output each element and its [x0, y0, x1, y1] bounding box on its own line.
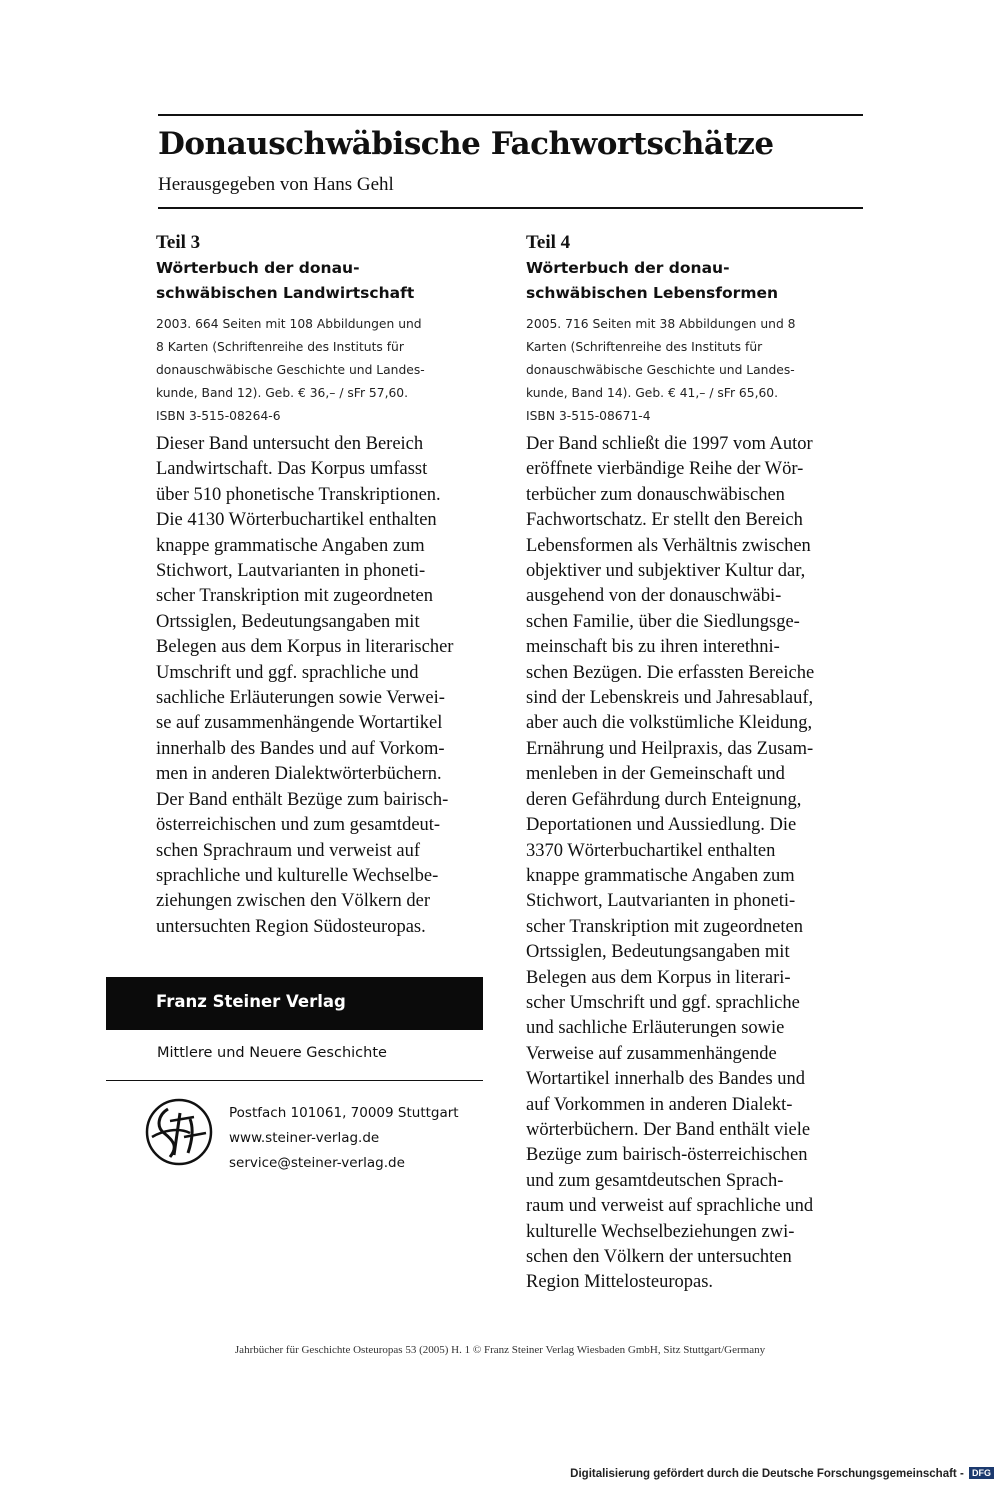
description-line: Ortssiglen, Bedeutungsangaben mit — [526, 942, 790, 963]
description-line: sachliche Erläuterungen sowie Verwei- — [156, 688, 445, 709]
description-line: se auf zusammenhängende Wortartikel — [156, 713, 443, 734]
description-line: sind der Lebenskreis und Jahresablauf, — [526, 688, 814, 709]
description-line: knappe grammatische Angaben zum — [526, 865, 795, 886]
biblio-line: donauschwäbische Geschichte und Landes- — [526, 363, 795, 377]
biblio-line: 2003. 664 Seiten mit 108 Abbildungen und — [156, 317, 422, 331]
editor-line: Herausgegeben von Hans Gehl — [158, 174, 394, 195]
series-label: Mittlere und Neuere Geschichte — [157, 1045, 387, 1061]
description-line: men in anderen Dialektwörterbüchern. — [156, 764, 442, 785]
description-line: Die 4130 Wörterbuchartikel enthalten — [156, 510, 437, 531]
website-link[interactable]: www.steiner-verlag.de — [229, 1130, 380, 1146]
biblio-line: 8 Karten (Schriftenreihe des Instituts für — [156, 340, 404, 354]
description-line: menleben in der Gemeinschaft und — [526, 764, 785, 785]
volume-title-line: Wörterbuch der donau- — [526, 259, 730, 277]
volume-part-label: Teil 4 — [526, 232, 571, 253]
bibliographic-info — [526, 313, 886, 428]
isbn: ISBN 3-515-08671-4 — [526, 409, 651, 423]
biblio-line: kunde, Band 12). Geb. € 36,– / sFr 57,60. — [156, 386, 409, 400]
description-line: wörterbüchern. Der Band enthält viele — [526, 1119, 811, 1140]
description-line: Umschrift und ggf. sprachliche und — [156, 662, 419, 683]
description-line: Wortartikel innerhalb des Bandes und — [526, 1069, 806, 1090]
description-line: Stichwort, Lautvarianten in phoneti- — [526, 891, 796, 912]
description-line: Stichwort, Lautvarianten in phoneti- — [156, 561, 426, 582]
description-line: Der Band enthält Bezüge zum bairisch- — [156, 789, 449, 810]
description-line: Dieser Band untersucht den Bereich — [156, 434, 424, 454]
biblio-line: kunde, Band 14). Geb. € 41,– / sFr 65,60. — [526, 386, 779, 400]
description-line: aber auch die volkstümliche Kleidung, — [526, 713, 813, 734]
description-line: objektiver und subjektiver Kultur dar, — [526, 561, 806, 582]
description-line: scher Transkription mit zugeordneten — [156, 586, 433, 607]
description-line: schen Bezügen. Die erfassten Bereiche — [526, 662, 815, 683]
volume-right — [526, 233, 886, 1296]
bibliographic-info — [156, 313, 516, 428]
email-link[interactable]: service@steiner-verlag.de — [229, 1155, 405, 1171]
description-line: und zum gesamtdeutschen Sprach- — [526, 1170, 784, 1191]
volume-description — [526, 432, 886, 1296]
description-line: deren Gefährdung durch Enteignung, — [526, 789, 802, 810]
volume-title-line: Wörterbuch der donau- — [156, 259, 360, 277]
volume-title-line: schwäbischen Lebensformen — [526, 284, 779, 302]
description-line: kulturelle Wechselbeziehungen zwi- — [526, 1221, 795, 1242]
dfg-funding-note — [570, 1467, 994, 1480]
top-rule — [158, 114, 863, 116]
publisher-contact — [229, 1101, 459, 1176]
volume-title — [526, 256, 886, 306]
description-line: knappe grammatische Angaben zum — [156, 535, 425, 556]
header-rule — [158, 207, 863, 209]
description-line: österreichischen und zum gesamtdeut- — [156, 815, 441, 836]
description-line: Deportationen und Aussiedlung. Die — [526, 815, 797, 836]
publisher-rule — [106, 1080, 483, 1081]
description-line: raum und verweist auf sprachliche und — [526, 1196, 814, 1217]
description-line: Belegen aus dem Korpus in literarischer — [156, 637, 454, 658]
description-line: eröffnete vierbändige Reihe der Wör- — [526, 459, 804, 480]
description-line: Ortssiglen, Bedeutungsangaben mit — [156, 611, 420, 632]
description-line: schen Familie, über die Siedlungsge- — [526, 611, 800, 632]
volume-title-line: schwäbischen Landwirtschaft — [156, 284, 415, 302]
description-line: Belegen aus dem Korpus in literari- — [526, 967, 791, 988]
description-line: Landwirtschaft. Das Korpus umfasst — [156, 459, 428, 480]
description-line: auf Vorkommen in anderen Dialekt- — [526, 1094, 793, 1115]
description-line: Der Band schließt die 1997 vom Autor — [526, 434, 813, 454]
volume-part-label: Teil 3 — [156, 232, 201, 253]
publisher-logo — [144, 1097, 214, 1167]
description-line: sprachliche und kulturelle Wechselbe- — [156, 865, 439, 886]
description-line: und sachliche Erläuterungen sowie — [526, 1018, 785, 1039]
description-line: über 510 phonetische Transkriptionen. — [156, 484, 441, 505]
description-line: Lebensformen als Verhältnis zwischen — [526, 535, 811, 556]
publisher-banner — [106, 977, 483, 1030]
biblio-line: donauschwäbische Geschichte und Landes- — [156, 363, 425, 377]
volume-title — [156, 256, 516, 306]
page-title: Donauschwäbische Fachwortschätze — [158, 126, 774, 162]
description-line: innerhalb des Bandes und auf Vorkom- — [156, 738, 445, 759]
description-line: Fachwortschatz. Er stellt den Bereich — [526, 510, 803, 531]
description-line: scher Transkription mit zugeordneten — [526, 916, 803, 937]
description-line: schen Sprachraum und verweist auf — [156, 840, 421, 861]
description-line: ziehungen zwischen den Völkern der — [156, 891, 430, 912]
postal-address: Postfach 101061, 70009 Stuttgart — [229, 1105, 459, 1121]
isbn: ISBN 3-515-08264-6 — [156, 409, 281, 423]
publisher-name: Franz Steiner Verlag — [156, 992, 346, 1011]
description-line: ausgehend von der donauschwäbi- — [526, 586, 782, 607]
description-line: Bezüge zum bairisch-österreichischen — [526, 1145, 808, 1166]
description-line: Ernährung und Heilpraxis, das Zusam- — [526, 738, 814, 759]
volume-description — [156, 432, 516, 940]
description-line: meinschaft bis zu ihren interethni- — [526, 637, 780, 658]
description-line: terbücher zum donauschwäbischen — [526, 484, 785, 505]
description-line: 3370 Wörterbuchartikel enthalten — [526, 840, 776, 861]
volume-left — [156, 233, 516, 940]
description-line: schen den Völkern der untersuchten — [526, 1247, 792, 1267]
description-line: Verweise auf zusammenhängende — [526, 1043, 777, 1064]
description-line: scher Umschrift und ggf. sprachliche — [526, 992, 800, 1013]
page-footer: Jahrbücher für Geschichte Osteuropas 53 (2005) H. 1 © Franz Steiner Verlag Wiesbaden GmbH, Sitz Stuttgart/Germany — [234, 1344, 766, 1356]
description-line: untersuchten Region Südosteuropas. — [156, 916, 426, 937]
dfg-logo: DFG — [969, 1467, 994, 1479]
description-line: Region Mittelosteuropas. — [526, 1272, 714, 1293]
biblio-line: 2005. 716 Seiten mit 38 Abbildungen und 8 — [526, 317, 796, 331]
biblio-line: Karten (Schriftenreihe des Instituts für — [526, 340, 763, 354]
dfg-note-text: Digitalisierung gefördert durch die Deutsche Forschungsgemeinschaft - — [570, 1468, 964, 1480]
